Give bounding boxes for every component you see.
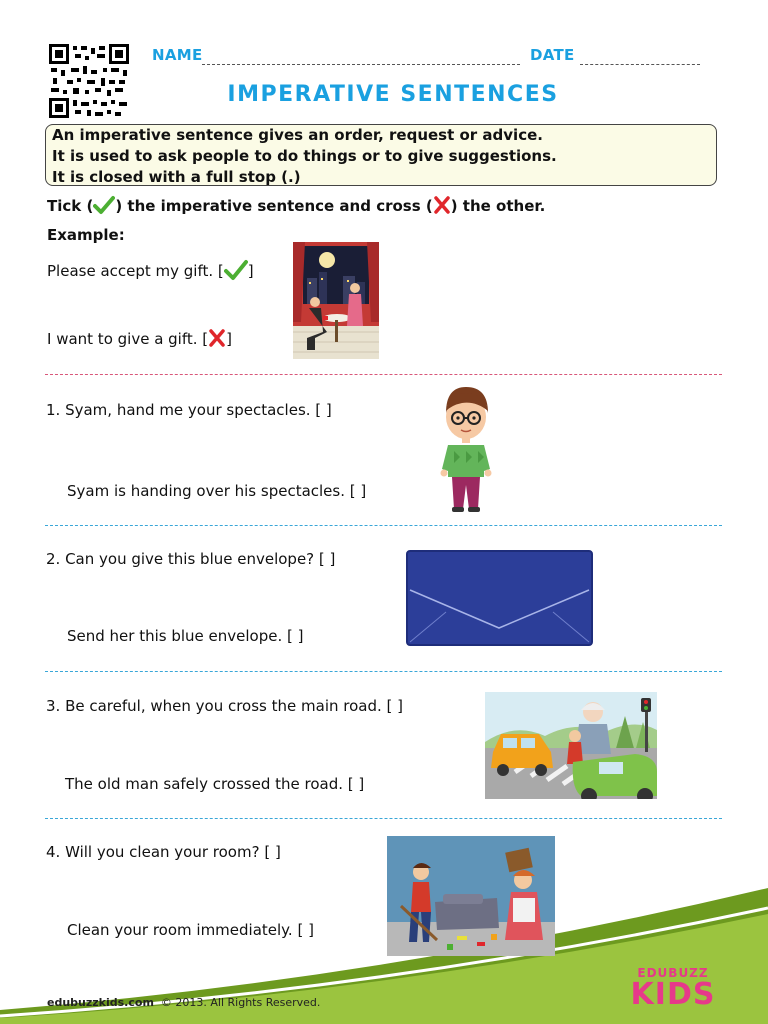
definition-line-1: An imperative sentence gives an order, request or advice. — [52, 126, 543, 144]
gift-scene-image — [293, 242, 379, 359]
question-4-sentence-a[interactable]: 4. Will you clean your room? [ ] — [46, 843, 281, 861]
logo-line-1: EDUBUZZ — [637, 966, 709, 980]
check-icon — [224, 259, 248, 281]
example-label: Example: — [47, 226, 125, 244]
separator — [45, 818, 722, 819]
name-label: NAME — [152, 46, 203, 64]
question-1-sentence-a[interactable]: 1. Syam, hand me your spectacles. [ ] — [46, 401, 332, 419]
footer — [47, 996, 320, 1009]
question-2-sentence-a[interactable]: 2. Can you give this blue envelope? [ ] — [46, 550, 336, 568]
question-2-sentence-b[interactable]: Send her this blue envelope. [ ] — [67, 627, 304, 645]
footer-copyright: © 2013. All Rights Reserved. — [160, 996, 321, 1009]
definition-box — [45, 124, 717, 186]
date-label: DATE — [530, 46, 575, 64]
cross-icon — [208, 328, 226, 348]
edubuzz-kids-logo — [614, 966, 732, 1010]
blue-envelope-image — [406, 550, 593, 646]
definition-line-2: It is used to ask people to do things or to give suggestions. — [52, 147, 557, 165]
example-sentence-1 — [47, 259, 254, 281]
instruction — [47, 195, 545, 215]
separator — [45, 525, 722, 526]
separator — [45, 374, 722, 375]
date-field[interactable] — [580, 64, 700, 65]
question-3-sentence-a[interactable]: 3. Be careful, when you cross the main road. [ ] — [46, 697, 403, 715]
example-sentence-2 — [47, 328, 232, 348]
instruction-part-1: Tick ( — [47, 197, 94, 215]
definition-line-3: It is closed with a full stop (.) — [52, 168, 301, 186]
question-1-sentence-b[interactable]: Syam is handing over his spectacles. [ ] — [67, 482, 367, 500]
boy-with-spectacles-image — [436, 385, 496, 513]
question-4-sentence-b[interactable]: Clean your room immediately. [ ] — [67, 921, 314, 939]
messy-room-image — [387, 836, 555, 956]
logo-line-2: KIDS — [630, 977, 716, 1012]
example-sentence-2-close: ] — [226, 330, 232, 348]
question-3-sentence-b[interactable]: The old man safely crossed the road. [ ] — [65, 775, 365, 793]
page-title: IMPERATIVE SENTENCES — [227, 82, 559, 107]
example-sentence-1-close: ] — [247, 262, 254, 280]
separator — [45, 671, 722, 672]
footer-site[interactable]: edubuzzkids.com — [47, 996, 154, 1009]
cross-icon — [433, 195, 451, 215]
instruction-part-2: ) the imperative sentence and cross ( — [115, 197, 433, 215]
name-field[interactable] — [202, 64, 520, 65]
example-sentence-1-text: Please accept my gift. [ — [47, 262, 224, 280]
check-icon — [93, 195, 115, 215]
instruction-part-3: ) the other. — [450, 197, 546, 215]
crossing-road-image — [485, 692, 657, 799]
example-sentence-2-text: I want to give a gift. [ — [47, 330, 209, 348]
